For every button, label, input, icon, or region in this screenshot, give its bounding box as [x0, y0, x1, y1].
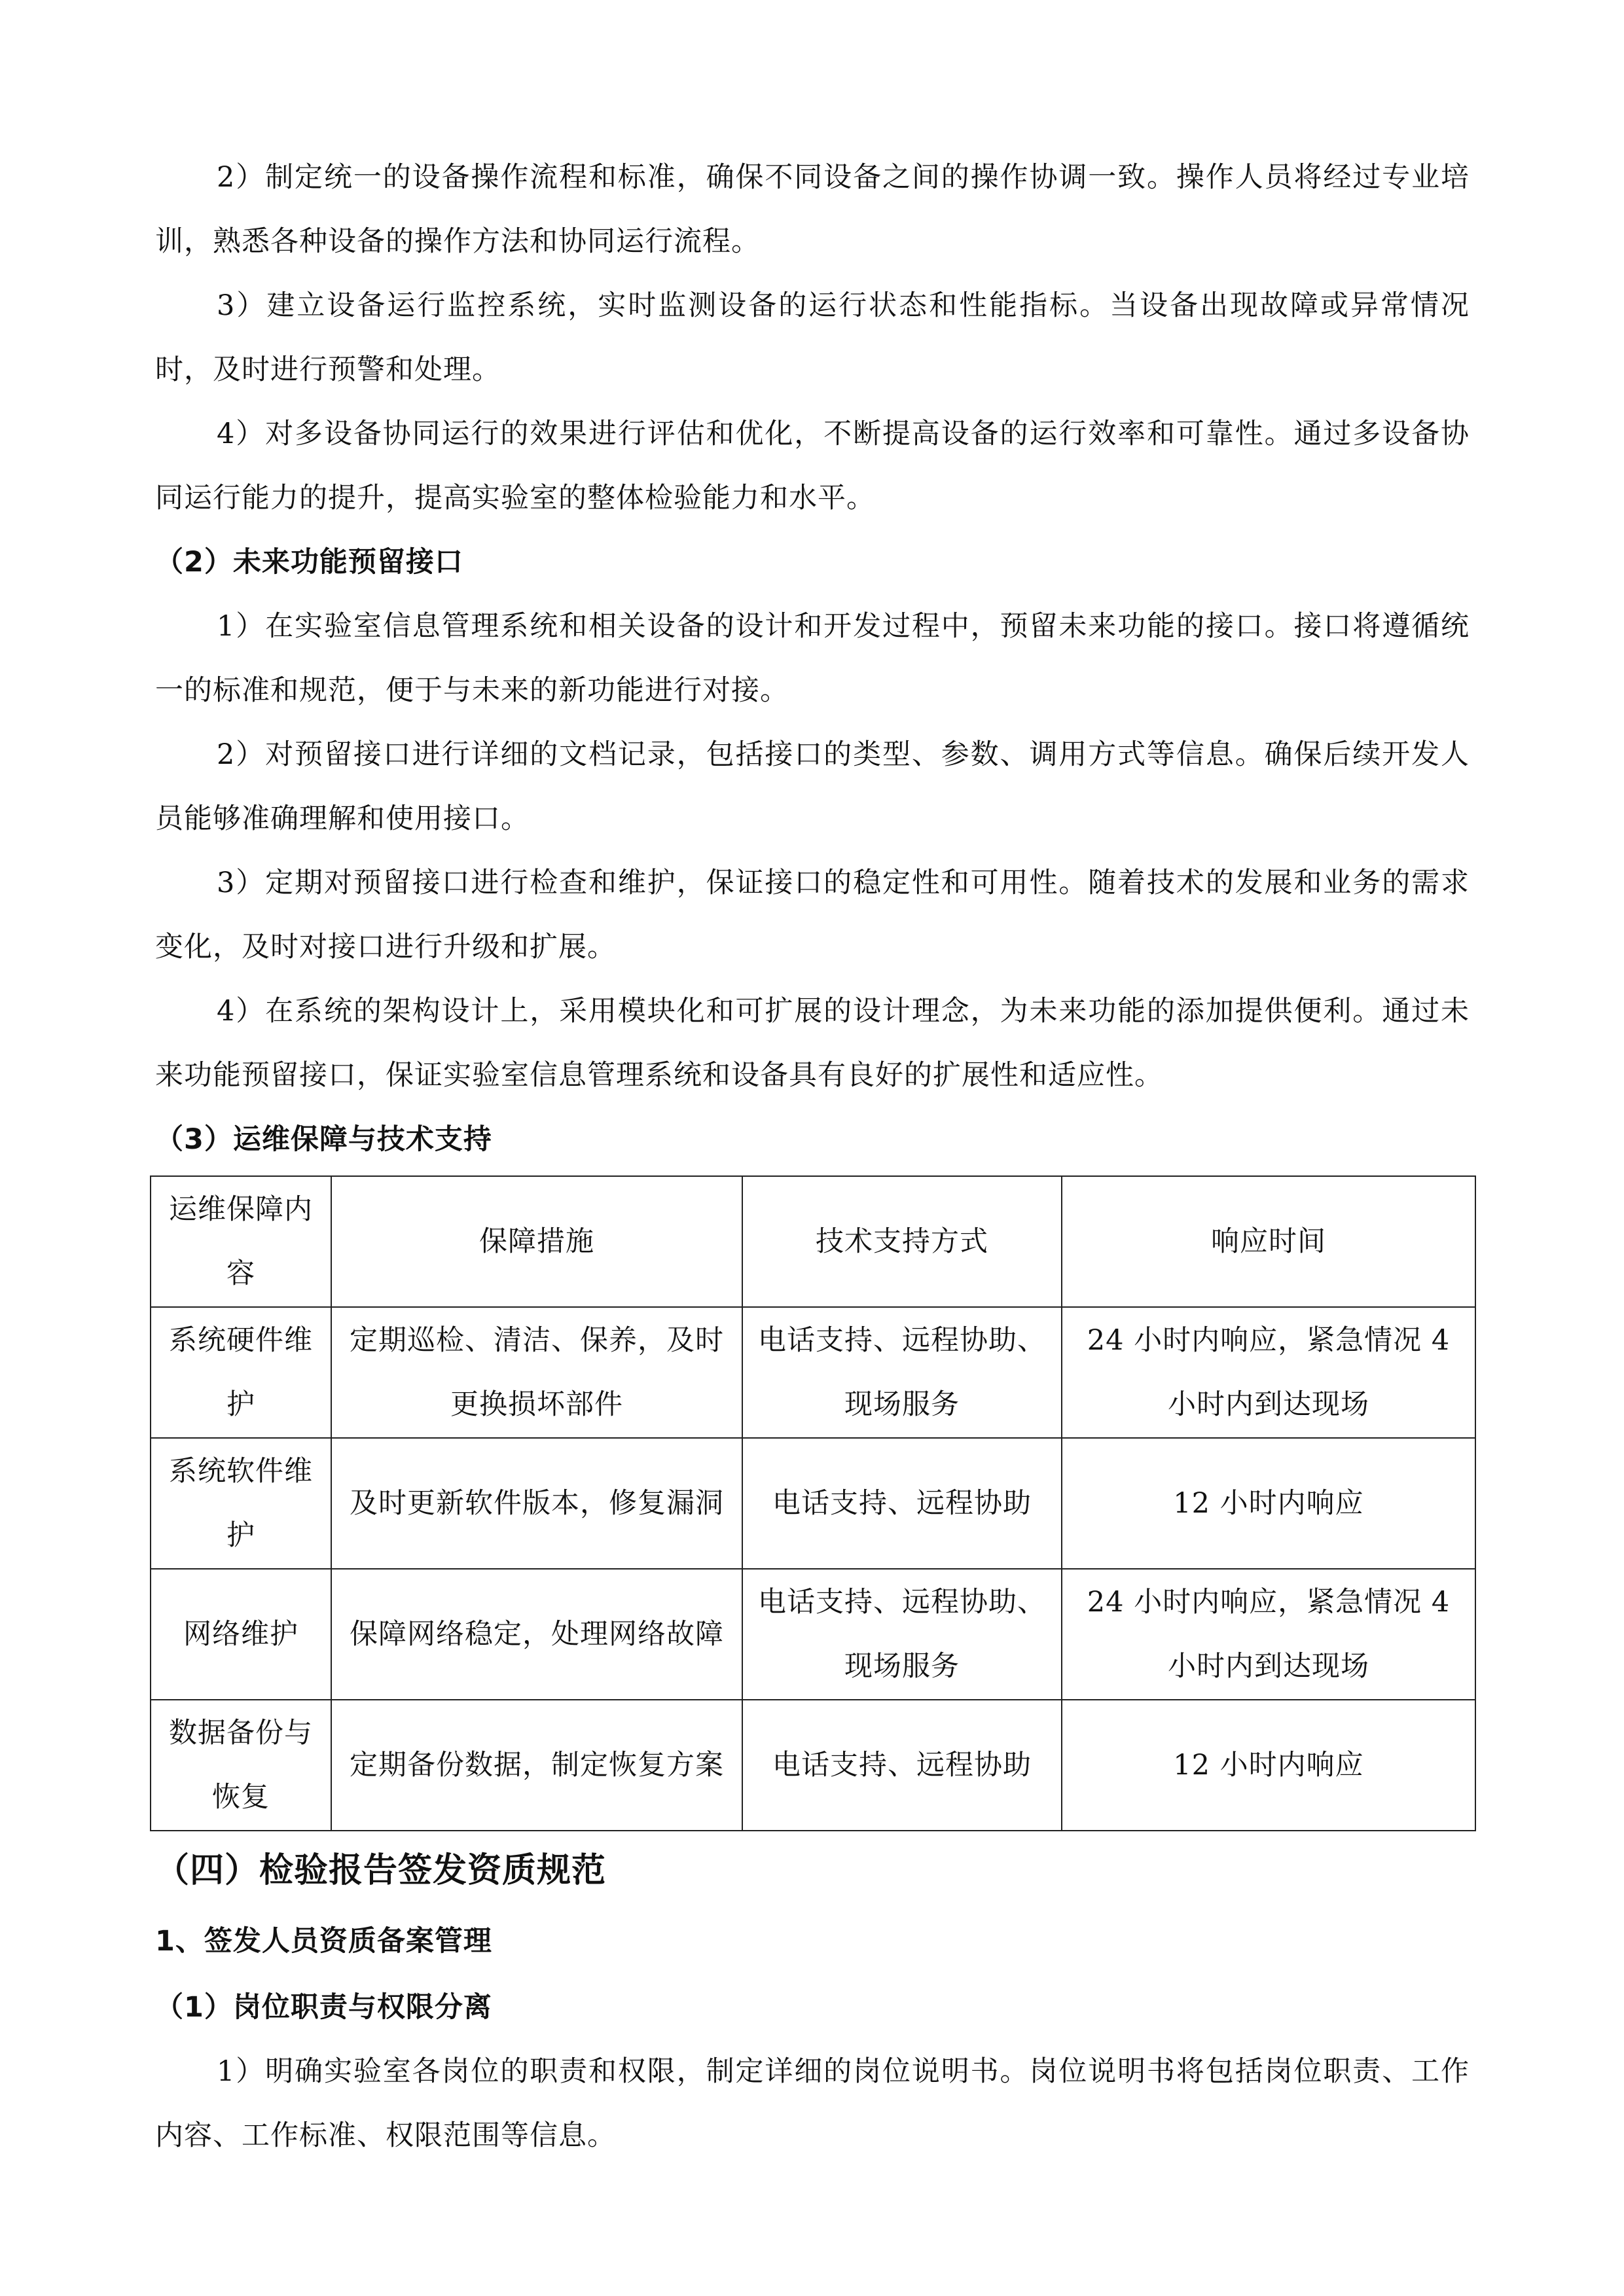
paragraph: 3）定期对预留接口进行检查和维护，保证接口的稳定性和可用性。随着技术的发展和业务的需求变化，及时对接口进行升级和扩展。	[155, 867, 1470, 963]
table-cell: 电话支持、远程协助	[742, 1438, 1062, 1569]
table-row	[151, 1569, 1475, 1700]
table-cell: 保障网络稳定，处理网络故障	[331, 1569, 742, 1700]
table-cell: 24 小时内响应，紧急情况 4 小时内到达现场	[1062, 1307, 1475, 1438]
paragraph: 4）在系统的架构设计上，采用模块化和可扩展的设计理念，为未来功能的添加提供便利。通过未来功能预留接口，保证实验室信息管理系统和设备具有良好的扩展性和适应性。	[155, 995, 1470, 1092]
table-header-row	[151, 1176, 1475, 1307]
table-header-cell: 保障措施	[331, 1176, 742, 1307]
paragraph: 4）对多设备协同运行的效果进行评估和优化，不断提高设备的运行效率和可靠性。通过多设备协同运行能力的提升，提高实验室的整体检验能力和水平。	[155, 418, 1470, 514]
table-cell: 24 小时内响应，紧急情况 4 小时内到达现场	[1062, 1569, 1475, 1700]
table-cell: 数据备份与恢复	[151, 1700, 331, 1831]
table-cell: 及时更新软件版本，修复漏洞	[331, 1438, 742, 1569]
table-cell: 定期备份数据，制定恢复方案	[331, 1700, 742, 1831]
table-cell: 系统软件维护	[151, 1438, 331, 1569]
table-cell: 定期巡检、清洁、保养，及时更换损坏部件	[331, 1307, 742, 1438]
table-cell: 系统硬件维护	[151, 1307, 331, 1438]
section-heading: （2）未来功能预留接口	[155, 546, 463, 579]
table-row	[151, 1700, 1475, 1831]
table-cell: 12 小时内响应	[1062, 1438, 1475, 1569]
table-row	[151, 1438, 1475, 1569]
table-cell: 电话支持、远程协助、现场服务	[742, 1569, 1062, 1700]
table-row	[151, 1307, 1475, 1438]
section-heading: （1）岗位职责与权限分离	[155, 1991, 492, 2024]
table-header-cell: 响应时间	[1062, 1176, 1475, 1307]
page-content	[155, 145, 1470, 2168]
table-cell: 电话支持、远程协助、现场服务	[742, 1307, 1062, 1438]
chapter-heading: （四）检验报告签发资质规范	[155, 1851, 607, 1890]
paragraph: 1）在实验室信息管理系统和相关设备的设计和开发过程中，预留未来功能的接口。接口将遵循统一的标准和规范，便于与未来的新功能进行对接。	[155, 610, 1470, 707]
sub-heading: 1、签发人员资质备案管理	[155, 1925, 492, 1958]
table-header-cell: 运维保障内容	[151, 1176, 331, 1307]
paragraph: 1）明确实验室各岗位的职责和权限，制定详细的岗位说明书。岗位说明书将包括岗位职责、工作内容、工作标准、权限范围等信息。	[155, 2055, 1470, 2152]
section-heading: （3）运维保障与技术支持	[155, 1123, 492, 1156]
table-cell: 网络维护	[151, 1569, 331, 1700]
maintenance-table	[150, 1175, 1476, 1831]
table-cell: 电话支持、远程协助	[742, 1700, 1062, 1831]
table-header-cell: 技术支持方式	[742, 1176, 1062, 1307]
paragraph: 2）制定统一的设备操作流程和标准，确保不同设备之间的操作协调一致。操作人员将经过专业培训，熟悉各种设备的操作方法和协同运行流程。	[155, 161, 1470, 258]
paragraph: 2）对预留接口进行详细的文档记录，包括接口的类型、参数、调用方式等信息。确保后续开发人员能够准确理解和使用接口。	[155, 738, 1470, 835]
paragraph: 3）建立设备运行监控系统，实时监测设备的运行状态和性能指标。当设备出现故障或异常情况时，及时进行预警和处理。	[155, 289, 1470, 386]
table-cell: 12 小时内响应	[1062, 1700, 1475, 1831]
